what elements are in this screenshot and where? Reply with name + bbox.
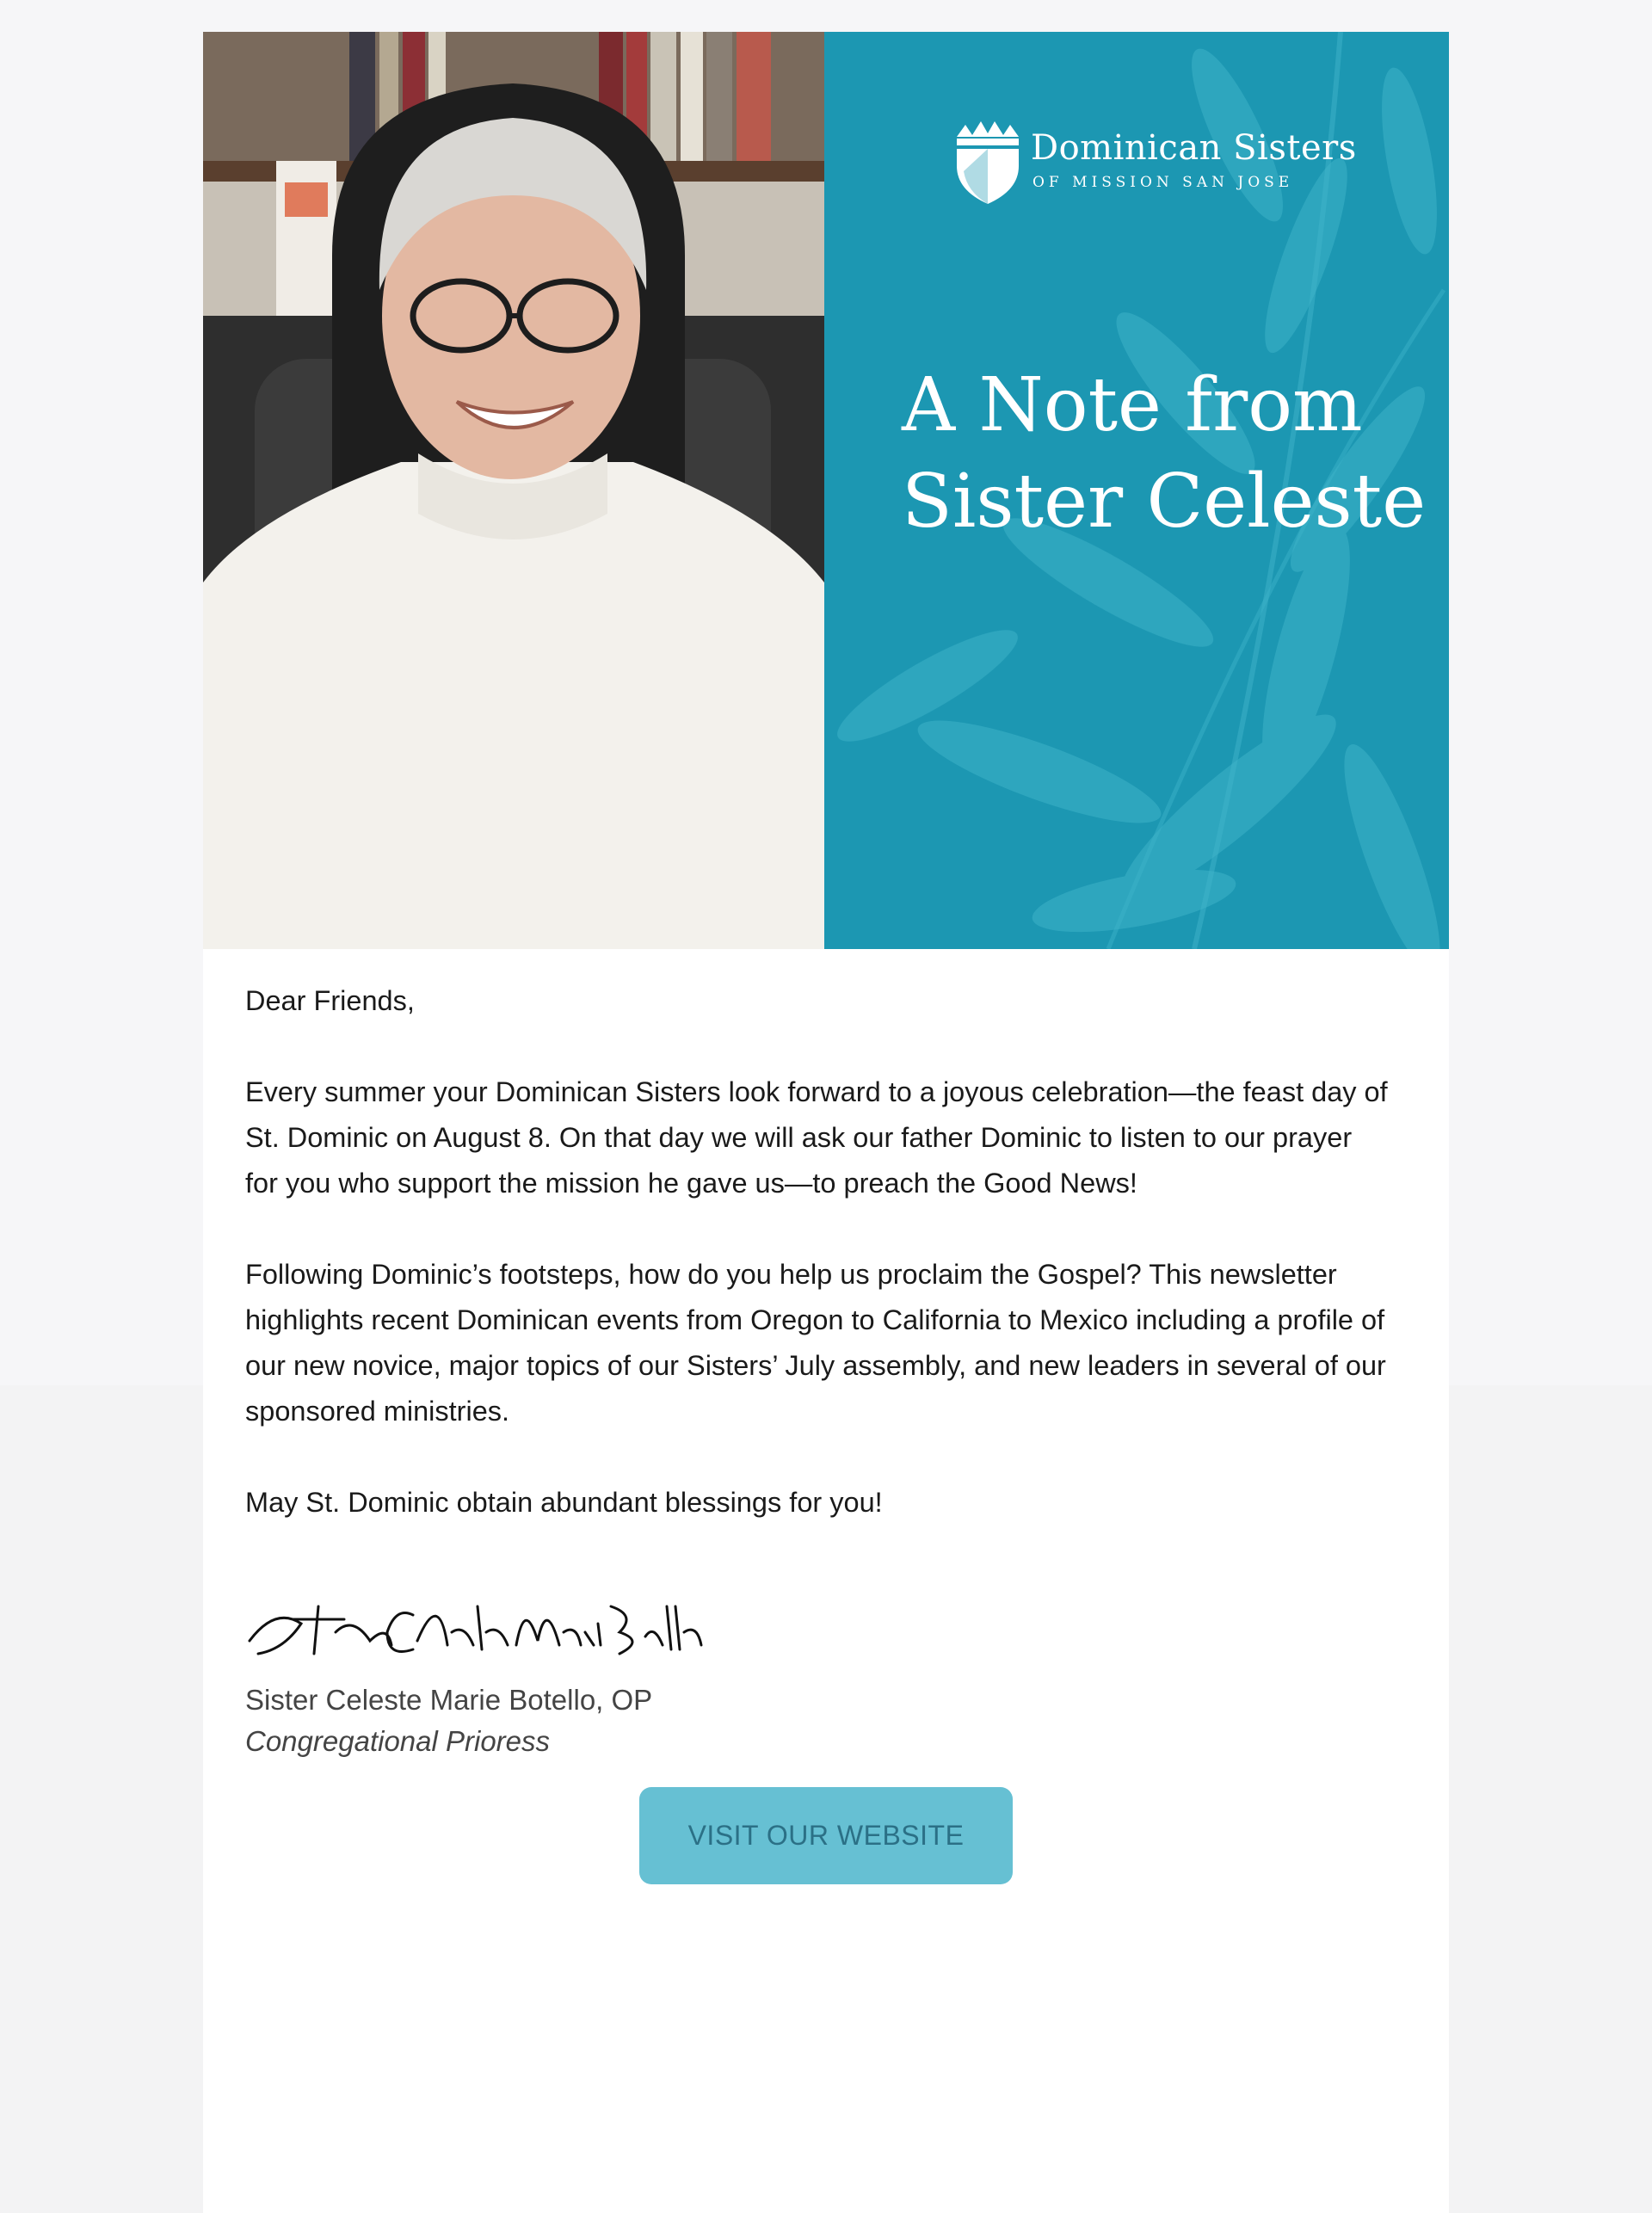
organization-logo[interactable]: [953, 111, 1357, 206]
portrait-illustration: [203, 32, 824, 949]
letter-body: [245, 978, 1390, 1571]
letter-paragraph-2: Following Dominic’s footsteps, how do you help us proclaim the Gospel? This newsletter highlights recent Dominican events from Oregon to California to Mexico including a profile of our new novice, major topics of our Sisters’ July assembly, and new leaders in several of our sponsored ministries.: [245, 1259, 1386, 1427]
crown-shield-icon: [953, 111, 1022, 206]
visit-website-button[interactable]: VISIT OUR WEBSITE: [639, 1787, 1013, 1884]
logo-name: Dominican Sisters: [1031, 128, 1357, 168]
letter-greeting: Dear Friends,: [245, 985, 415, 1016]
handwritten-signature: [241, 1572, 706, 1675]
letter-closing: May St. Dominic obtain abundant blessings for you!: [245, 1487, 883, 1518]
signatory-name: Sister Celeste Marie Botello, OP: [245, 1684, 653, 1716]
logo-subtitle: OF MISSION SAN JOSE: [1032, 174, 1294, 191]
portrait-photo: [203, 32, 824, 949]
signatory-title: Congregational Prioress: [245, 1725, 551, 1757]
teal-title-panel: [824, 32, 1449, 949]
title-line-1: A Note from: [902, 362, 1363, 448]
letter-paragraph-1: Every summer your Dominican Sisters look forward to a joyous celebration—the feast day of St. Dominic on August 8. On that day we will ask our father Dominic to listen to our prayer for you who support the mission he gave us—to preach the Good News!: [245, 1076, 1388, 1199]
page-title: [902, 357, 1435, 550]
title-line-2: Sister Celeste: [902, 459, 1427, 545]
newsletter-card: [203, 32, 1449, 2213]
hero-banner: [203, 32, 1449, 949]
